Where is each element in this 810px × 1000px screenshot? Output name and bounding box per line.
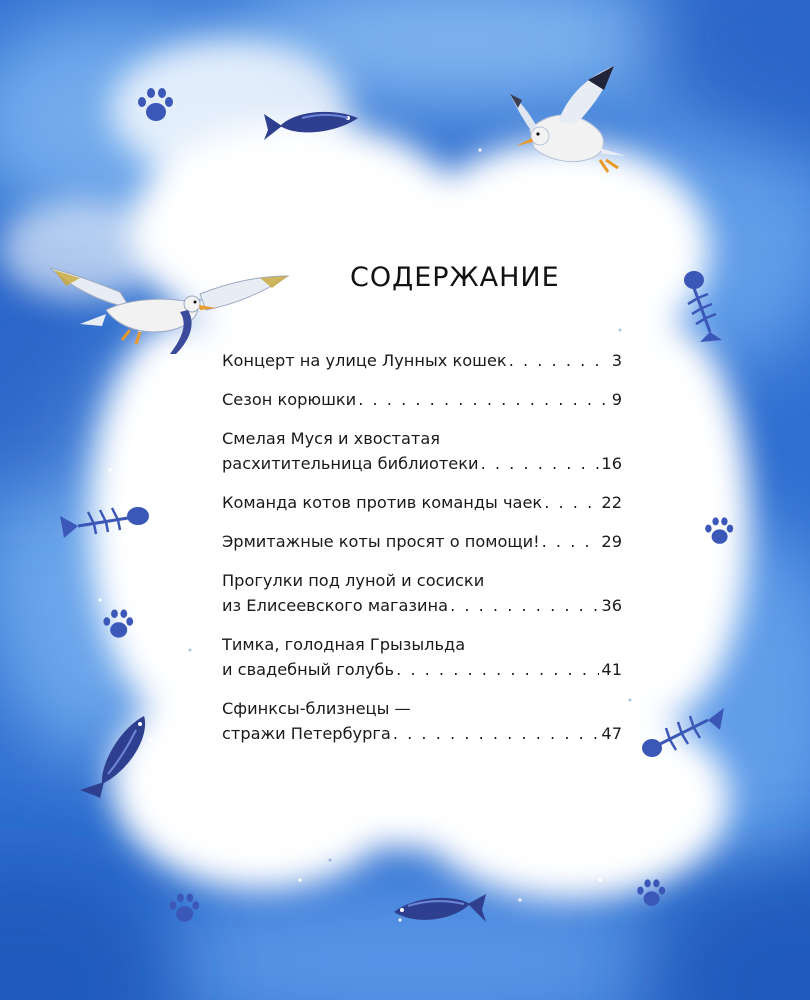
toc-entry-title: Смелая Муся и хвостатая	[222, 429, 440, 448]
toc-entry-1[interactable]	[222, 348, 622, 373]
toc-entry-5[interactable]	[222, 529, 622, 554]
toc-entry-2[interactable]	[222, 387, 622, 412]
toc-entry-3[interactable]	[222, 426, 622, 476]
dot-leader	[358, 387, 609, 412]
toc-list	[222, 348, 622, 760]
toc-title: СОДЕРЖАНИЕ	[350, 262, 560, 293]
dot-leader	[542, 529, 600, 554]
toc-page-number: 22	[601, 493, 622, 512]
toc-entry-6[interactable]	[222, 568, 622, 618]
toc-entry-title-continued: стражи Петербурга	[222, 724, 391, 743]
toc-page-number: 16	[601, 454, 622, 473]
fish-skeleton-icon	[640, 706, 726, 762]
fish-icon	[74, 710, 154, 800]
toc-page-number: 47	[601, 724, 622, 743]
seagull-icon	[488, 60, 638, 185]
toc-entry-title: Прогулки под луной и сосиски	[222, 571, 485, 590]
fish-skeleton-icon	[58, 500, 152, 540]
dot-leader	[393, 721, 600, 746]
toc-page-number: 36	[601, 596, 622, 615]
fish-skeleton-icon	[680, 268, 724, 344]
toc-entry-title-continued: из Елисеевского магазина	[222, 596, 449, 615]
toc-page-number: 9	[611, 390, 622, 409]
paw-print-icon	[634, 876, 666, 910]
toc-entry-title: Команда котов против команды чаек	[222, 493, 543, 512]
toc-entry-title: Сфинксы-близнецы —	[222, 699, 411, 718]
toc-entry-title: Концерт на улице Лунных кошек	[222, 351, 507, 370]
fish-icon	[384, 888, 488, 932]
dot-leader	[544, 490, 599, 515]
toc-entry-8[interactable]	[222, 696, 622, 746]
toc-entry-4[interactable]	[222, 490, 622, 515]
toc-page-number: 41	[601, 660, 622, 679]
toc-entry-title-continued: и свадебный голубь	[222, 660, 395, 679]
dot-leader	[481, 451, 600, 476]
toc-page-number: 3	[611, 351, 622, 370]
toc-entry-title: Тимка, голодная Грызыльда	[222, 635, 466, 654]
dot-leader	[396, 657, 599, 682]
dot-leader	[509, 348, 610, 373]
paw-print-icon	[702, 514, 734, 548]
paw-print-icon	[100, 606, 134, 642]
seagull-with-fish-icon	[50, 262, 290, 357]
toc-entry-title-continued: расхитительница библиотеки	[222, 454, 479, 473]
dot-leader	[450, 593, 599, 618]
paw-print-icon	[166, 890, 200, 926]
fish-icon	[262, 104, 362, 144]
toc-page-number: 29	[601, 532, 622, 551]
paw-print-icon	[134, 84, 174, 126]
toc-entry-7[interactable]	[222, 632, 622, 682]
toc-entry-title: Эрмитажные коты просят о помощи!	[222, 532, 540, 551]
toc-entry-title: Сезон корюшки	[222, 390, 357, 409]
